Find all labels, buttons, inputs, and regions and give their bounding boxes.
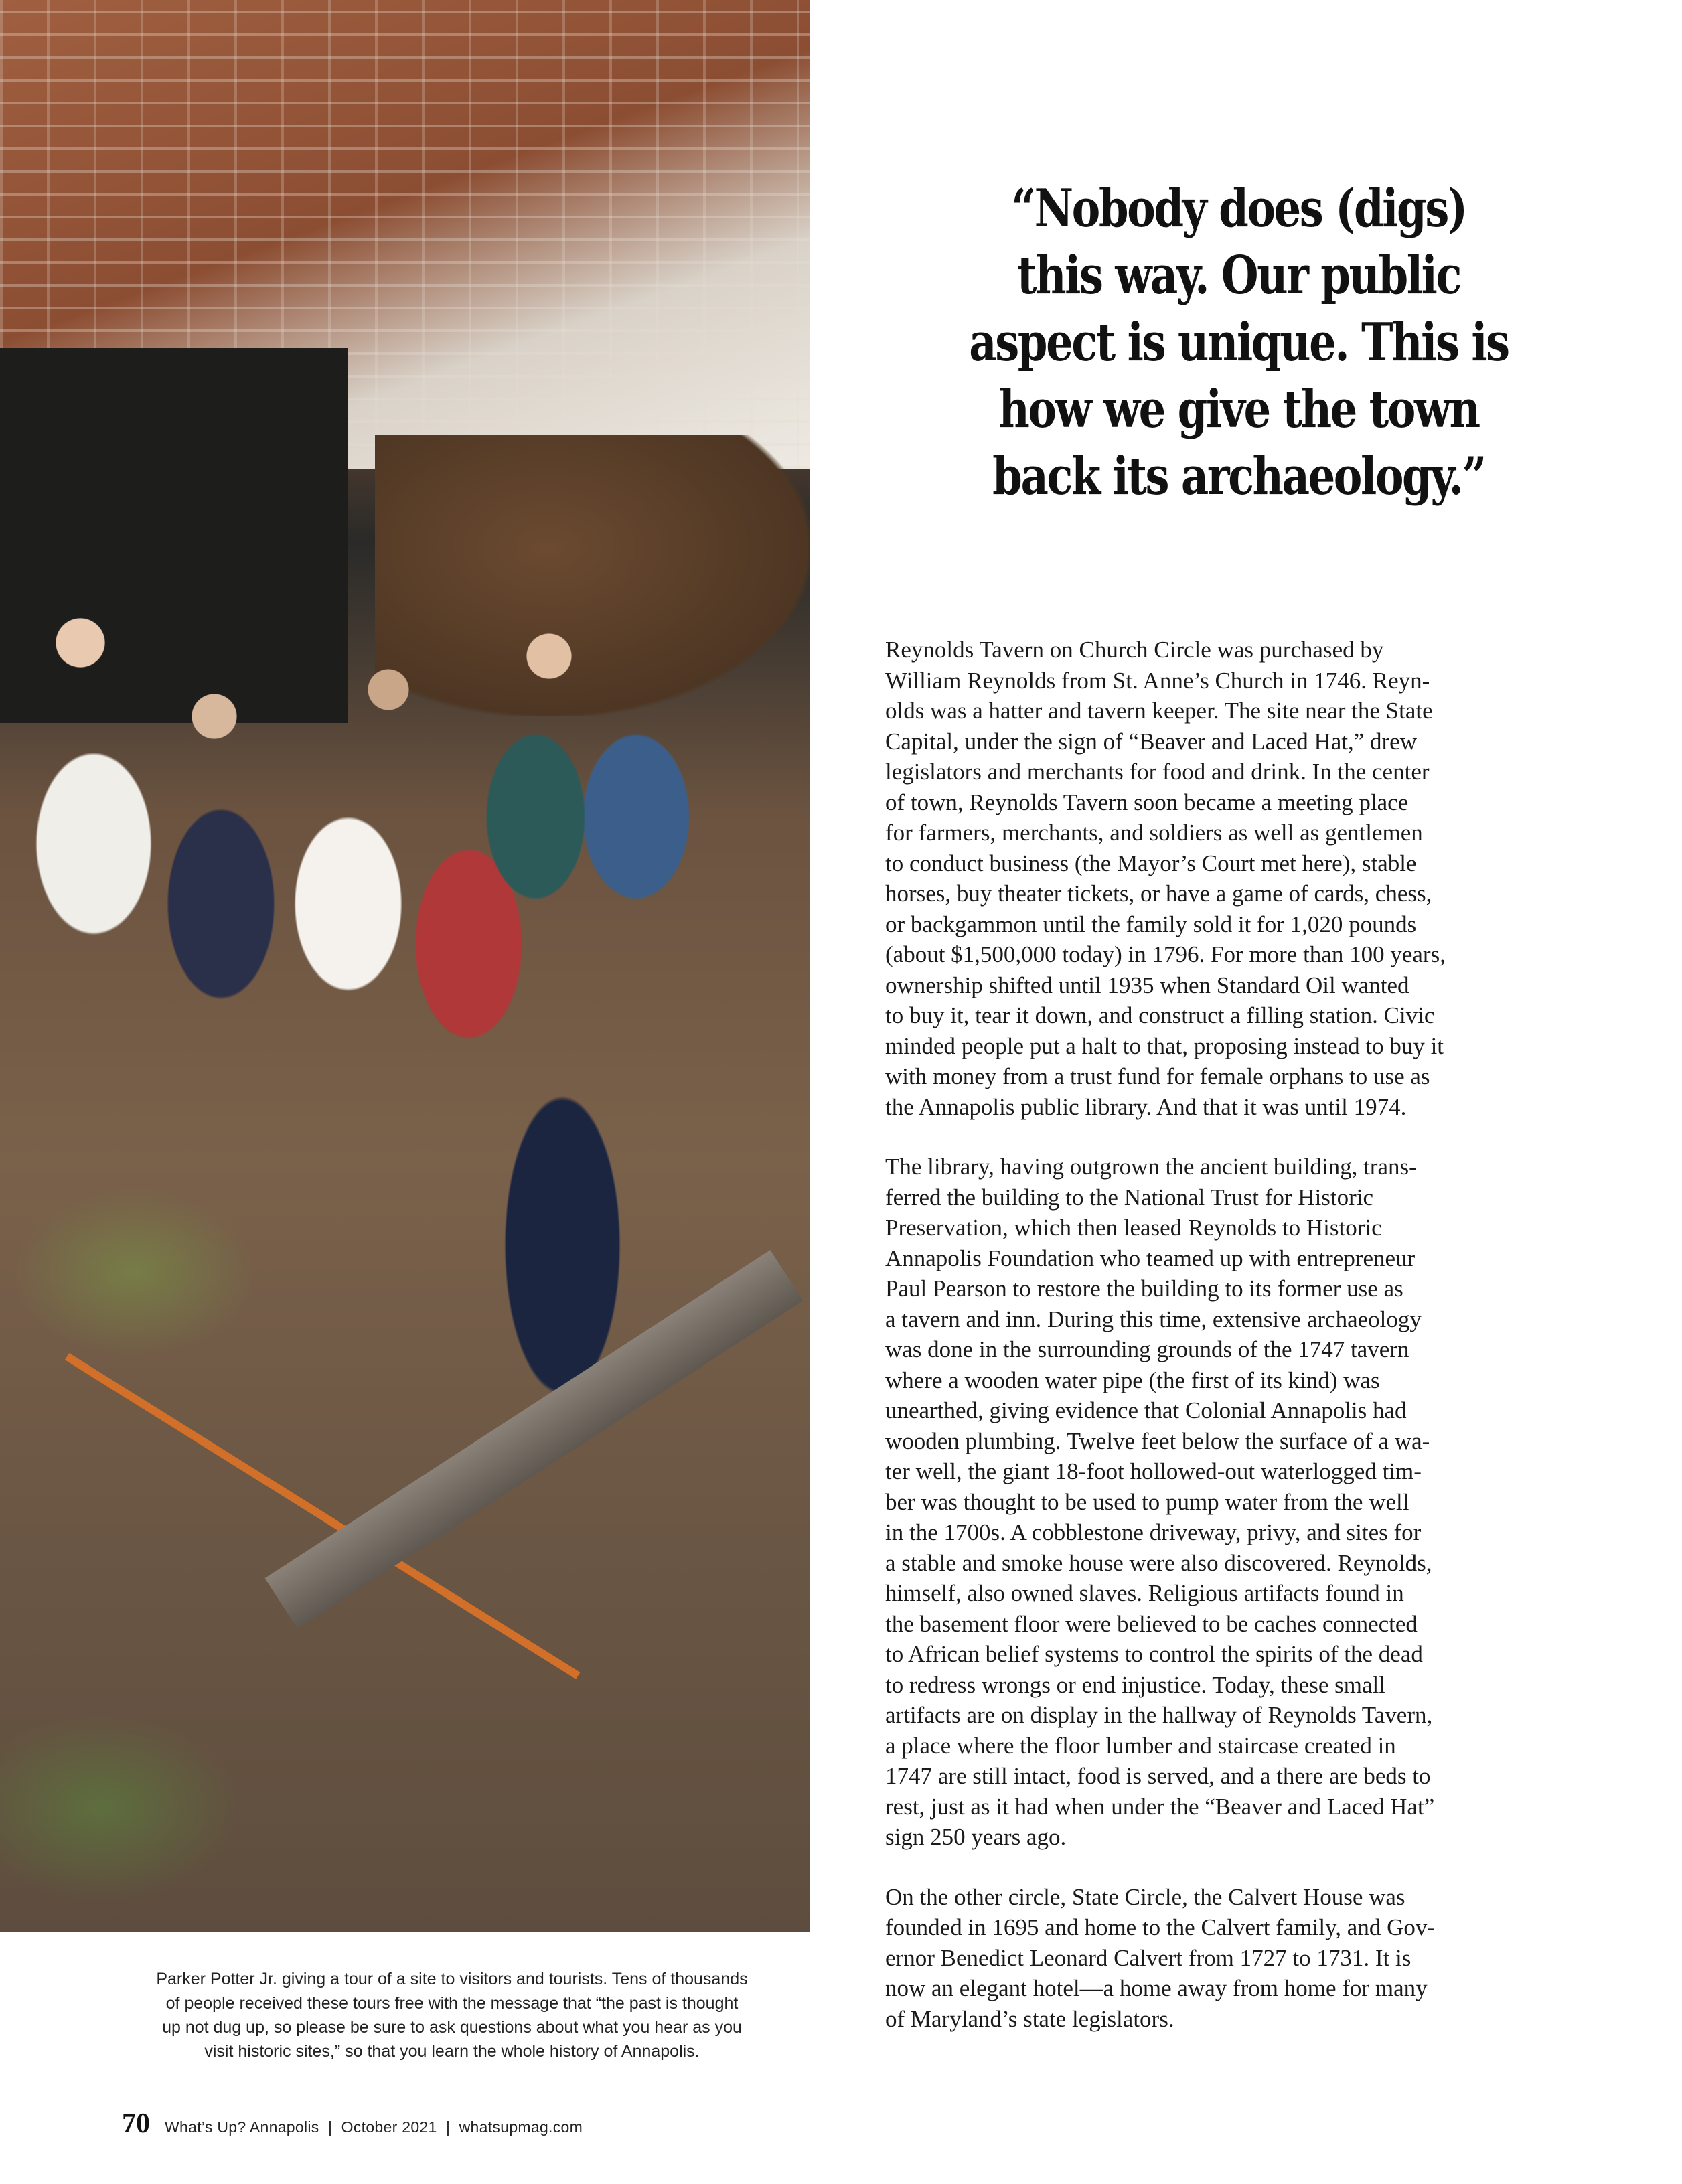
photo-caption: Parker Potter Jr. giving a tour of a site to visitors and tourists. Tens of thousands of people received these tours free with the message that “the past is thought up not dug up, so please be sure to ask questions about what you hear as you visit historic sites,” so that you learn the whole history of Annapolis. bbox=[156, 1970, 748, 2061]
publication-line: What’s Up? Annapolis | October 2021 | whatsupmag.com bbox=[165, 2118, 583, 2136]
article-paragraph: On the other circle, State Circle, the Calvert House was founded in 1695 and home to the Calvert family, and Gov- ernor Benedict Leonard Calvert from 1727 to 1731. It is now an elegant hotel—a home away from home for many of Maryland’s state legislators. bbox=[885, 1883, 1436, 2032]
archaeology-tour-photo bbox=[0, 0, 810, 1932]
pull-quote: “Nobody does (digs) this way. Our public aspect is unique. This is how we give the town back its archaeology.” bbox=[969, 178, 1509, 507]
crowd-of-visitors bbox=[0, 589, 810, 1192]
article-body bbox=[885, 635, 1528, 2063]
article-paragraph: The library, having outgrown the ancient building, trans- ferred the building to the National Trust for Historic Preservation, which then leased Reynolds to Historic Annapolis Foundation who teamed up with entrepreneur Paul Pearson to restore the building to its former use as a tavern and inn. During this time, extensive archaeology was done in the surrounding grounds of the 1747 tavern where a wooden water pipe (the first of its kind) was unearthed, giving evidence that Colonial Annapolis had wooden plumbing. Twelve feet below the surface of a wa- ter well, the giant 18-foot hollowed-out waterlogged tim- ber was thought to be used to pump water from the well in the 1700s. A cobblestone driveway, privy, and sites for a stable and smoke house were also discovered. Reynolds, himself, also owned slaves. Religious artifacts found in the basement floor were believed to be caches connected to African belief systems to control the spirits of the dead to redress wrongs or end injustice. Today, these small artifacts are on display in the hallway of Reynolds Tavern, a place where the floor lumber and staircase created in 1747 are still intact, food is served, and a there are beds to rest, just as it had when under the “Beaver and Laced Hat” sign 250 years ago. bbox=[885, 1154, 1435, 1850]
article-paragraph: Reynolds Tavern on Church Circle was purchased by William Reynolds from St. Anne’s Church in 1746. Reyn- olds was a hatter and tavern keeper. The site near the State Capital, under the sign of “Beaver and Laced Hat,” drew legislators and merchants for food and drink. In the center of town, Reynolds Tavern soon became a meeting place for farmers, merchants, and soldiers as well as gentlemen to conduct business (the Mayor’s Court met here), stable horses, buy theater tickets, or have a game of cards, chess, or backgammon until the family sold it for 1,020 pounds (about $1,500,000 today) in 1796. For more than 100 years, ownership shifted until 1935 when Standard Oil wanted to buy it, tear it down, and construct a filling station. Civic minded people put a halt to that, proposing instead to buy it with money from a trust fund for female orphans to use as the Annapolis public library. And that it was until 1974. bbox=[885, 637, 1446, 1120]
page-number: 70 bbox=[122, 2108, 150, 2139]
page-footer bbox=[122, 2108, 583, 2139]
